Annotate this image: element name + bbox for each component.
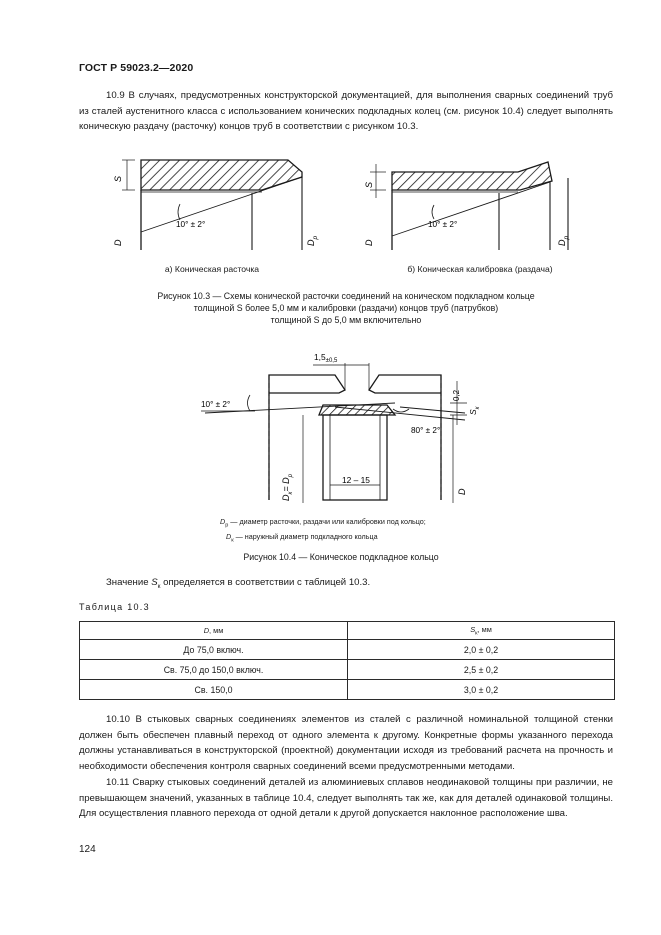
subcaption-b: б) Коническая калибровка (раздача) bbox=[407, 264, 553, 274]
angle-label-b: 10° ± 2° bbox=[428, 220, 458, 229]
dim-s-b: S bbox=[364, 181, 374, 188]
pipe-wall-b bbox=[392, 162, 552, 190]
dim-dk-dp: $D_к= D_p$ bbox=[281, 474, 294, 501]
gap-label: $1,5_{\pm 0,5}$ bbox=[314, 352, 338, 364]
paragraph-10-10: 10.10 В стыковых сварных соединениях элементов из сталей с различной номинальной толщиной стенки должен быть обеспечен плавный переход от одного элемента к другому. Конкретные формы указанного перехода должны устанавливаться в конструкторской (проектной) документации исходя из требований расчета на прочность и необходимости обеспечения контроля сварных соединений всеми предусмотренными методами. bbox=[79, 714, 613, 772]
table-cell: Св. 75,0 до 150,0 включ. bbox=[80, 660, 348, 680]
dim-dp-a: $D_p$ bbox=[306, 235, 319, 246]
angle-bevel-label: 80° ± 2° bbox=[411, 426, 441, 435]
table-cell: До 75,0 включ. bbox=[80, 640, 348, 660]
table-cell: Св. 150,0 bbox=[80, 680, 348, 700]
backing-ring bbox=[319, 405, 395, 415]
dim-d-b: D bbox=[364, 239, 374, 246]
legend-dp: $D_p$ — диаметр расточки, раздачи или калибровки под кольцо; bbox=[220, 517, 426, 529]
figure-10-3-part-b bbox=[364, 162, 570, 250]
dim-02: 0,2 bbox=[452, 389, 461, 401]
figure-10-3-part-a bbox=[113, 160, 319, 250]
paragraph-10-11: 10.11 Сварку стыковых соединений деталей из алюминиевых сплавов неодинаковой толщины при различии, не превышающем значений, указанных в таблице 10.4, следует выполнять так же, как для деталей одинаковой толщины. Для осуществления плавного перехода от одной детали к другой допускается наклонное расположение шва. bbox=[79, 777, 613, 819]
table-row bbox=[80, 640, 615, 660]
dim-d-ring: D bbox=[457, 488, 467, 495]
caption-line-1: Рисунок 10.3 — Схемы конической расточки соединений на коническом подкладном кольце bbox=[157, 291, 535, 301]
page-number: 124 bbox=[79, 844, 96, 855]
figure-10-4-legend bbox=[220, 516, 510, 547]
figure-10-3-caption bbox=[96, 290, 596, 326]
subcaption-a: а) Коническая расточка bbox=[164, 264, 260, 274]
table-cell: 3,0 ± 0,2 bbox=[348, 680, 615, 700]
value-sentence: Значение $S_к$ определяется в соответствии с таблицей 10.3. bbox=[106, 577, 371, 590]
dim-s-a: S bbox=[113, 175, 123, 182]
table-row bbox=[80, 660, 615, 680]
table-header-row bbox=[80, 622, 615, 640]
figure-10-4-caption: Рисунок 10.4 — Коническое подкладное кольцо bbox=[243, 552, 439, 562]
caption-line-2: толщиной S более 5,0 мм и калибровки (раздачи) концов труб (патрубков) bbox=[193, 303, 499, 313]
figure-10-4 bbox=[195, 345, 485, 515]
dim-sk: $S_к$ bbox=[468, 406, 481, 415]
caption-line-3: толщиной S до 5,0 мм включительно bbox=[270, 315, 422, 325]
table-10-3 bbox=[79, 621, 615, 700]
dim-dp-b: $D_p$ bbox=[557, 235, 570, 246]
figure-10-3 bbox=[100, 150, 600, 262]
table-title: Таблица 10.3 bbox=[79, 602, 150, 612]
col-header-sk: $S_к$, мм bbox=[348, 622, 615, 640]
table-cell: 2,0 ± 0,2 bbox=[348, 640, 615, 660]
angle-label-a: 10° ± 2° bbox=[176, 220, 206, 229]
legend-dk: $D_к$ — наружный диаметр подкладного кольца bbox=[226, 532, 378, 544]
paragraph-10-9: 10.9 В случаях, предусмотренных конструкторской документацией, для выполнения сварных соединений труб из сталей аустенитного класса с использованием конических подкладных колец (см. рисунок 10.4) следует выполнять коническую раздачу (расточку) концов труб в соответствии с рисунком 10.3. bbox=[79, 90, 613, 132]
col-header-d: D, мм bbox=[80, 622, 348, 640]
ring-width-label: 12 – 15 bbox=[342, 475, 370, 485]
dim-d-a: D bbox=[113, 239, 123, 246]
angle-left-label: 10° ± 2° bbox=[201, 400, 231, 409]
document-header: ГОСТ Р 59023.2—2020 bbox=[79, 62, 194, 74]
table-cell: 2,5 ± 0,2 bbox=[348, 660, 615, 680]
table-row bbox=[80, 680, 615, 700]
